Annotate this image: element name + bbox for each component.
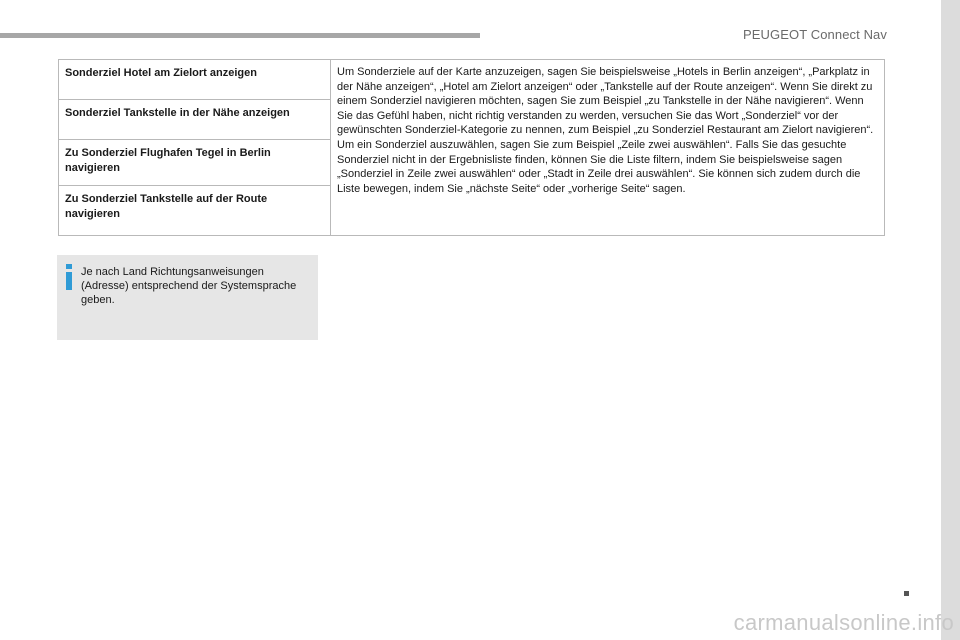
watermark-text: carmanualsonline.info xyxy=(733,610,954,635)
info-note xyxy=(57,255,318,340)
side-margin-strip xyxy=(941,0,960,640)
explanation-paragraph: Um ein Sonderziel auszuwählen, sagen Sie zum Beispiel „Zeile zwei auswählen“. Falls Sie das gesuchte Sonderziel nicht in der Ergebnisliste finden, können Sie die Liste filtern, indem Sie beispielsweise sagen „Sonderziel in Zeile zwei auswählen“ oder „Stadt in Zeile drei auswählen“. Sie können sich zudem durch die Liste bewegen, indem Sie „nächste Seite“ oder „vorherige Seite“ sagen. xyxy=(337,138,861,195)
command-cell: Zu Sonderziel Flughafen Tegel in Berlin navigieren xyxy=(59,140,330,186)
command-cell: Zu Sonderziel Tankstelle auf der Route navigieren xyxy=(65,193,268,220)
header-rule xyxy=(0,33,480,38)
command-explanation xyxy=(337,65,875,196)
page-header-title: PEUGEOT Connect Nav xyxy=(743,27,887,42)
command-cell: Sonderziel Tankstelle in der Nähe anzeigen xyxy=(59,100,330,140)
info-note-text: Je nach Land Richtungsanweisungen (Adresse) entsprechend der Systemsprache geben. xyxy=(81,266,297,307)
explanation-paragraph: Um Sonderziele auf der Karte anzuzeigen, sagen Sie beispielsweise „Hotels in Berlin anzeigen“, „Parkplatz in der Nähe anzeigen“, „Hotel am Zielort anzeigen“ oder „Tankstelle auf der Route anzeigen“. Wenn Sie direkt zu einem Sonderziel navigieren möchten, sagen Sie zum Beispiel „zu Tankstelle in der Nähe navigieren“. Wenn Sie das Gefühl haben, nicht richtig verstanden zu werden, versuchen Sie das Wort „Sonderziel“ vor der gewünschten Sonderziel-Kategorie zu nennen, zum Beispiel „zu Sonderziel Restaurant am Zielort navigieren“. xyxy=(337,66,874,137)
command-cell: Sonderziel Hotel am Zielort anzeigen xyxy=(59,60,330,100)
voice-command-table xyxy=(58,59,885,236)
page-marker xyxy=(904,591,909,596)
command-column xyxy=(59,60,331,235)
info-icon xyxy=(64,264,74,290)
